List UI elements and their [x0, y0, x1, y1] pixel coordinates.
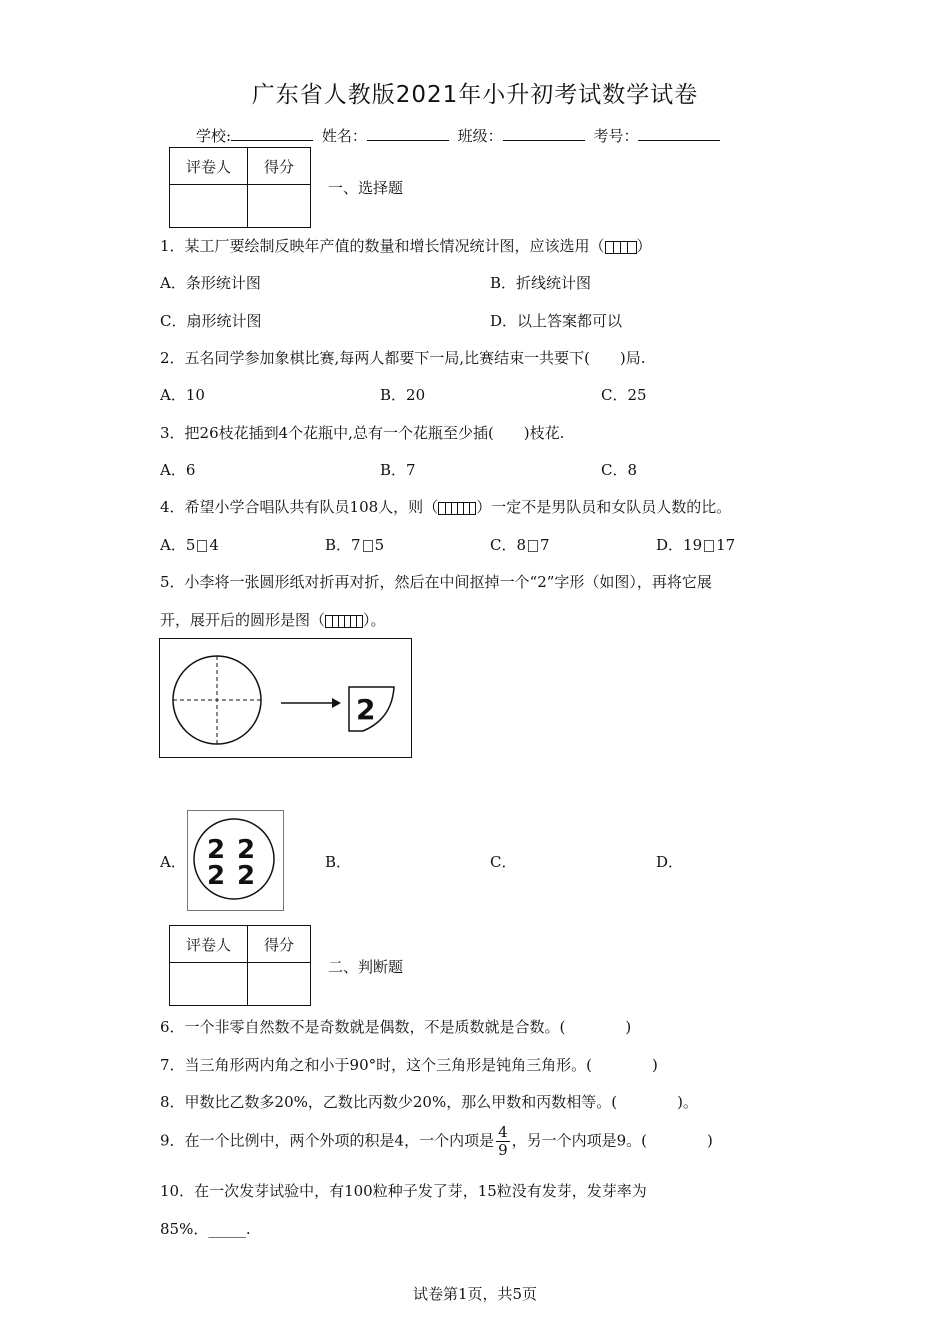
name-label: 姓名： — [321, 127, 367, 145]
q1-option-b: B．折线统计图 — [490, 274, 592, 292]
exam-no-blank — [638, 126, 720, 141]
ratio-symbol-icon — [197, 540, 207, 552]
class-blank — [503, 126, 585, 141]
q10-stem-line1: 10．在一次发芽试验中，有100粒种子发了芽，15粒没有发芽，发芽率为 — [160, 1182, 647, 1200]
q7-stem: 7．当三角形两内角之和小于90°时，这个三角形是钝角三角形。( ) — [160, 1056, 658, 1074]
arrow-right-icon — [332, 698, 341, 708]
school-label: 学校: — [196, 127, 232, 145]
digit-bottom-left: 2 — [207, 861, 226, 891]
q4-option-c: C．8 7 — [490, 536, 550, 554]
ratio-symbol-icon — [363, 540, 373, 552]
exam-no-label: 考号： — [593, 127, 639, 145]
name-blank — [367, 126, 449, 141]
page-footer: 试卷第1页，共5页 — [412, 1285, 538, 1303]
q2-stem: 2．五名同学参加象棋比赛,每两人都要下一局,比赛结束一共要下( )局. — [160, 349, 646, 367]
q5-stem-line1: 5．小李将一张圆形纸对折再对折，然后在中间抠掉一个“2”字形（如图），再将它展 — [160, 573, 712, 591]
score-cell — [248, 963, 311, 1006]
q1-option-d: D．以上答案都可以 — [490, 312, 623, 330]
placeholder-box-icon — [605, 241, 637, 254]
q5-option-d: D． — [656, 853, 684, 871]
fold-diagram — [160, 639, 411, 757]
placeholder-box-icon — [438, 502, 476, 515]
exam-title: 广东省人教版2021年小升初考试数学试卷 — [251, 82, 699, 108]
q5-option-c: C． — [490, 853, 517, 871]
class-label: 班级： — [457, 127, 503, 145]
q4-option-a: A．5 4 — [160, 536, 219, 554]
q3-option-a: A．6 — [160, 461, 196, 479]
section-heading-judge: 二、判断题 — [328, 958, 404, 976]
fraction-denominator: 9 — [498, 1141, 508, 1159]
q2-option-c: C．25 — [601, 386, 647, 404]
student-info-line — [196, 125, 724, 146]
unfolded-circle-icon — [194, 819, 274, 899]
fraction — [496, 1124, 510, 1159]
q2-option-b: B．20 — [380, 386, 426, 404]
q8-stem: 8．甲数比乙数多20%，乙数比丙数少20%，那么甲数和丙数相等。( )。 — [160, 1093, 698, 1111]
q5-option-b: B． — [325, 853, 352, 871]
cut-digit: 2 — [356, 693, 376, 726]
q3-option-b: B．7 — [380, 461, 416, 479]
q4-stem: 4．希望小学合唱队共有队员108人，则（ ）一定不是男队员和女队员人数的比。 — [160, 498, 732, 516]
digit-top-right: 2 — [237, 835, 256, 865]
q3-stem: 3．把26枝花插到4个花瓶中,总有一个花瓶至少插( )枝花. — [160, 424, 565, 442]
score-header: 得分 — [248, 926, 311, 963]
reviewer-header: 评卷人 — [170, 926, 248, 963]
q9-stem: 9．在一个比例中，两个外项的积是4，一个内项是 $\frac{4}{9}$ ，另一个内项是9。( ) — [160, 1123, 713, 1159]
placeholder-box-icon — [325, 615, 363, 628]
ratio-symbol-icon — [704, 540, 714, 552]
q5-option-a: A． — [160, 853, 186, 871]
fraction-numerator: 4 — [498, 1123, 508, 1141]
ratio-symbol-icon — [528, 540, 538, 552]
q6-stem: 6．一个非零自然数不是奇数就是偶数，不是质数就是合数。( ) — [160, 1018, 632, 1036]
q5-stem-line2: 开，展开后的圆形是图（ ）。 — [160, 611, 386, 629]
score-table-1 — [169, 147, 311, 228]
reviewer-header: 评卷人 — [170, 148, 248, 185]
q4-option-d: D．19 17 — [656, 536, 736, 554]
q10-stem-line2: 85%．_____. — [160, 1220, 251, 1238]
q5-option-a-image — [187, 810, 284, 911]
q3-option-c: C．8 — [601, 461, 638, 479]
score-header: 得分 — [248, 148, 311, 185]
school-blank — [231, 126, 313, 141]
q1-option-c: C．扇形统计图 — [160, 312, 262, 330]
q4-option-b: B．7 5 — [325, 536, 385, 554]
unfolded-circle-image — [188, 811, 283, 910]
digit-top-left: 2 — [207, 835, 226, 865]
score-cell — [248, 185, 311, 228]
reviewer-cell — [170, 185, 248, 228]
digit-bottom-right: 2 — [237, 861, 256, 891]
section-heading-choice: 一、选择题 — [328, 179, 404, 197]
reviewer-cell — [170, 963, 248, 1006]
q5-fold-figure — [159, 638, 412, 758]
score-table-2 — [169, 925, 311, 1006]
q2-option-a: A．10 — [160, 386, 205, 404]
q1-stem: 1．某工厂要绘制反映年产值的数量和增长情况统计图，应该选用（ ） — [160, 237, 652, 255]
q1-option-a: A．条形统计图 — [160, 274, 261, 292]
